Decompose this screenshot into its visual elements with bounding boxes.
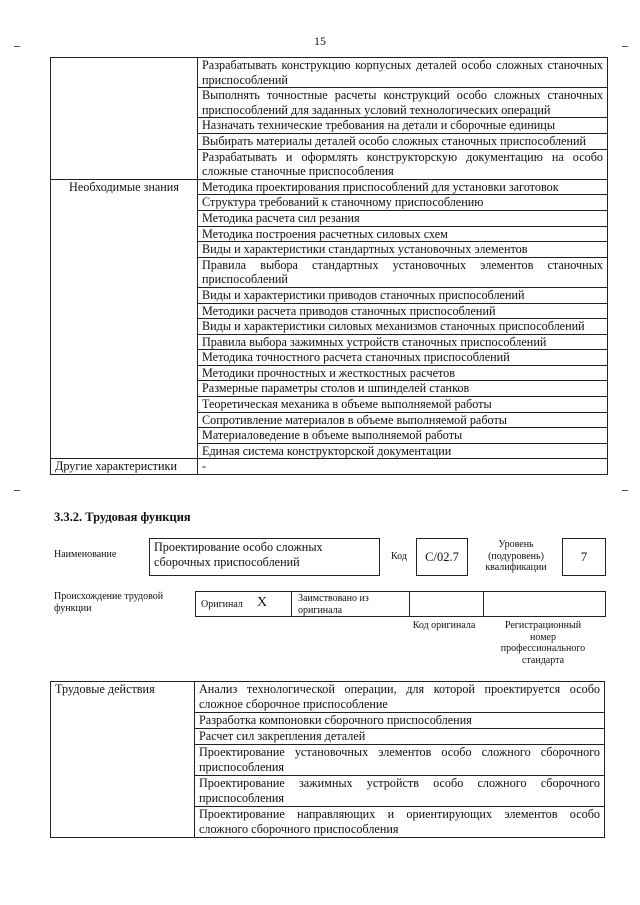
- original-cell: [195, 591, 292, 617]
- knowledge-label: Необходимые знания: [51, 179, 198, 459]
- borrowed-cell: [291, 591, 410, 617]
- other-label: Другие характеристики: [51, 459, 198, 475]
- action-item: Анализ технологической операции, для которой проектируется особо сложное сборочное приспособление: [195, 682, 605, 713]
- table-row: [51, 682, 605, 713]
- origin-code-cell: [409, 591, 484, 617]
- code-value: C/02.7: [416, 538, 468, 576]
- name-label: Наименование: [54, 549, 117, 560]
- requirements-table: [50, 57, 608, 475]
- table-row: [51, 459, 608, 475]
- action-item: Проектирование установочных элементов особо сложного сборочного приспособления: [195, 745, 605, 776]
- original-label: Оригинал: [201, 599, 243, 610]
- skill-item: Разрабатывать и оформлять конструкторскую документацию на особо сложные станочные приспособления: [198, 149, 608, 179]
- function-name: Проектирование особо сложных сборочных приспособлений: [149, 538, 380, 576]
- knowledge-item: Виды и характеристики силовых механизмов станочных приспособлений: [198, 319, 608, 335]
- skill-item: Разрабатывать конструкцию корпусных деталей особо сложных станочных приспособлений: [198, 58, 608, 88]
- page-number: 15: [314, 34, 326, 48]
- knowledge-item: Структура требований к станочному приспособлению: [198, 195, 608, 211]
- skills-label-cell: [51, 58, 198, 180]
- knowledge-item: Теоретическая механика в объеме выполняемой работы: [198, 397, 608, 413]
- knowledge-item: Методики прочностных и жесткостных расчетов: [198, 365, 608, 381]
- actions-label: Трудовые действия: [51, 682, 195, 838]
- skill-item: Выполнять точностные расчеты конструкций особо сложных станочных приспособлений для заданных условий технологических операций: [198, 88, 608, 118]
- level-value: 7: [562, 538, 606, 576]
- knowledge-item: Виды и характеристики приводов станочных приспособлений: [198, 287, 608, 303]
- origin-code-label: Код оригинала: [412, 620, 476, 631]
- margin-mark: [14, 490, 20, 491]
- margin-mark: [622, 490, 628, 491]
- action-item: Проектирование направляющих и ориентирующих элементов особо сложного сборочного приспособления: [195, 807, 605, 838]
- reg-number-label: Регистрационный номер профессионального стандарта: [500, 620, 586, 666]
- origin-label: Происхождение трудовой функции: [54, 591, 164, 614]
- borrowed-label: Заимствовано из оригинала: [298, 593, 369, 616]
- original-mark: X: [257, 595, 268, 610]
- knowledge-item: Методики расчета приводов станочных приспособлений: [198, 303, 608, 319]
- code-label: Код: [391, 551, 407, 562]
- knowledge-item: Методика расчета сил резания: [198, 210, 608, 226]
- knowledge-item: Размерные параметры столов и шпинделей станков: [198, 381, 608, 397]
- section-heading: 3.3.2. Трудовая функция: [54, 510, 191, 524]
- action-item: Проектирование зажимных устройств особо сложного сборочного приспособления: [195, 776, 605, 807]
- knowledge-item: Сопротивление материалов в объеме выполняемой работы: [198, 412, 608, 428]
- action-item: Расчет сил закрепления деталей: [195, 729, 605, 745]
- table-row: [51, 179, 608, 195]
- action-item: Разработка компоновки сборочного приспособления: [195, 713, 605, 729]
- knowledge-item: Материаловедение в объеме выполняемой работы: [198, 428, 608, 444]
- skill-item: Выбирать материалы деталей особо сложных станочных приспособлений: [198, 133, 608, 149]
- margin-mark: [622, 46, 628, 47]
- knowledge-item: Правила выбора стандартных установочных элементов станочных приспособлений: [198, 257, 608, 287]
- origin-row: [195, 591, 606, 617]
- knowledge-item: Правила выбора зажимных устройств станочных приспособлений: [198, 334, 608, 350]
- knowledge-item: Виды и характеристики стандартных установочных элементов: [198, 242, 608, 258]
- level-label: Уровень (подуровень) квалификации: [485, 539, 547, 573]
- knowledge-item: Методика проектирования приспособлений для установки заготовок: [198, 179, 608, 195]
- skill-item: Назначать технические требования на детали и сборочные единицы: [198, 118, 608, 134]
- other-value: -: [198, 459, 608, 475]
- table-row: [51, 58, 608, 88]
- reg-number-cell: [483, 591, 606, 617]
- actions-table: [50, 681, 605, 838]
- knowledge-item: Методика точностного расчета станочных приспособлений: [198, 350, 608, 366]
- knowledge-item: Методика построения расчетных силовых схем: [198, 226, 608, 242]
- knowledge-item: Единая система конструкторской документации: [198, 443, 608, 459]
- margin-mark: [14, 46, 20, 47]
